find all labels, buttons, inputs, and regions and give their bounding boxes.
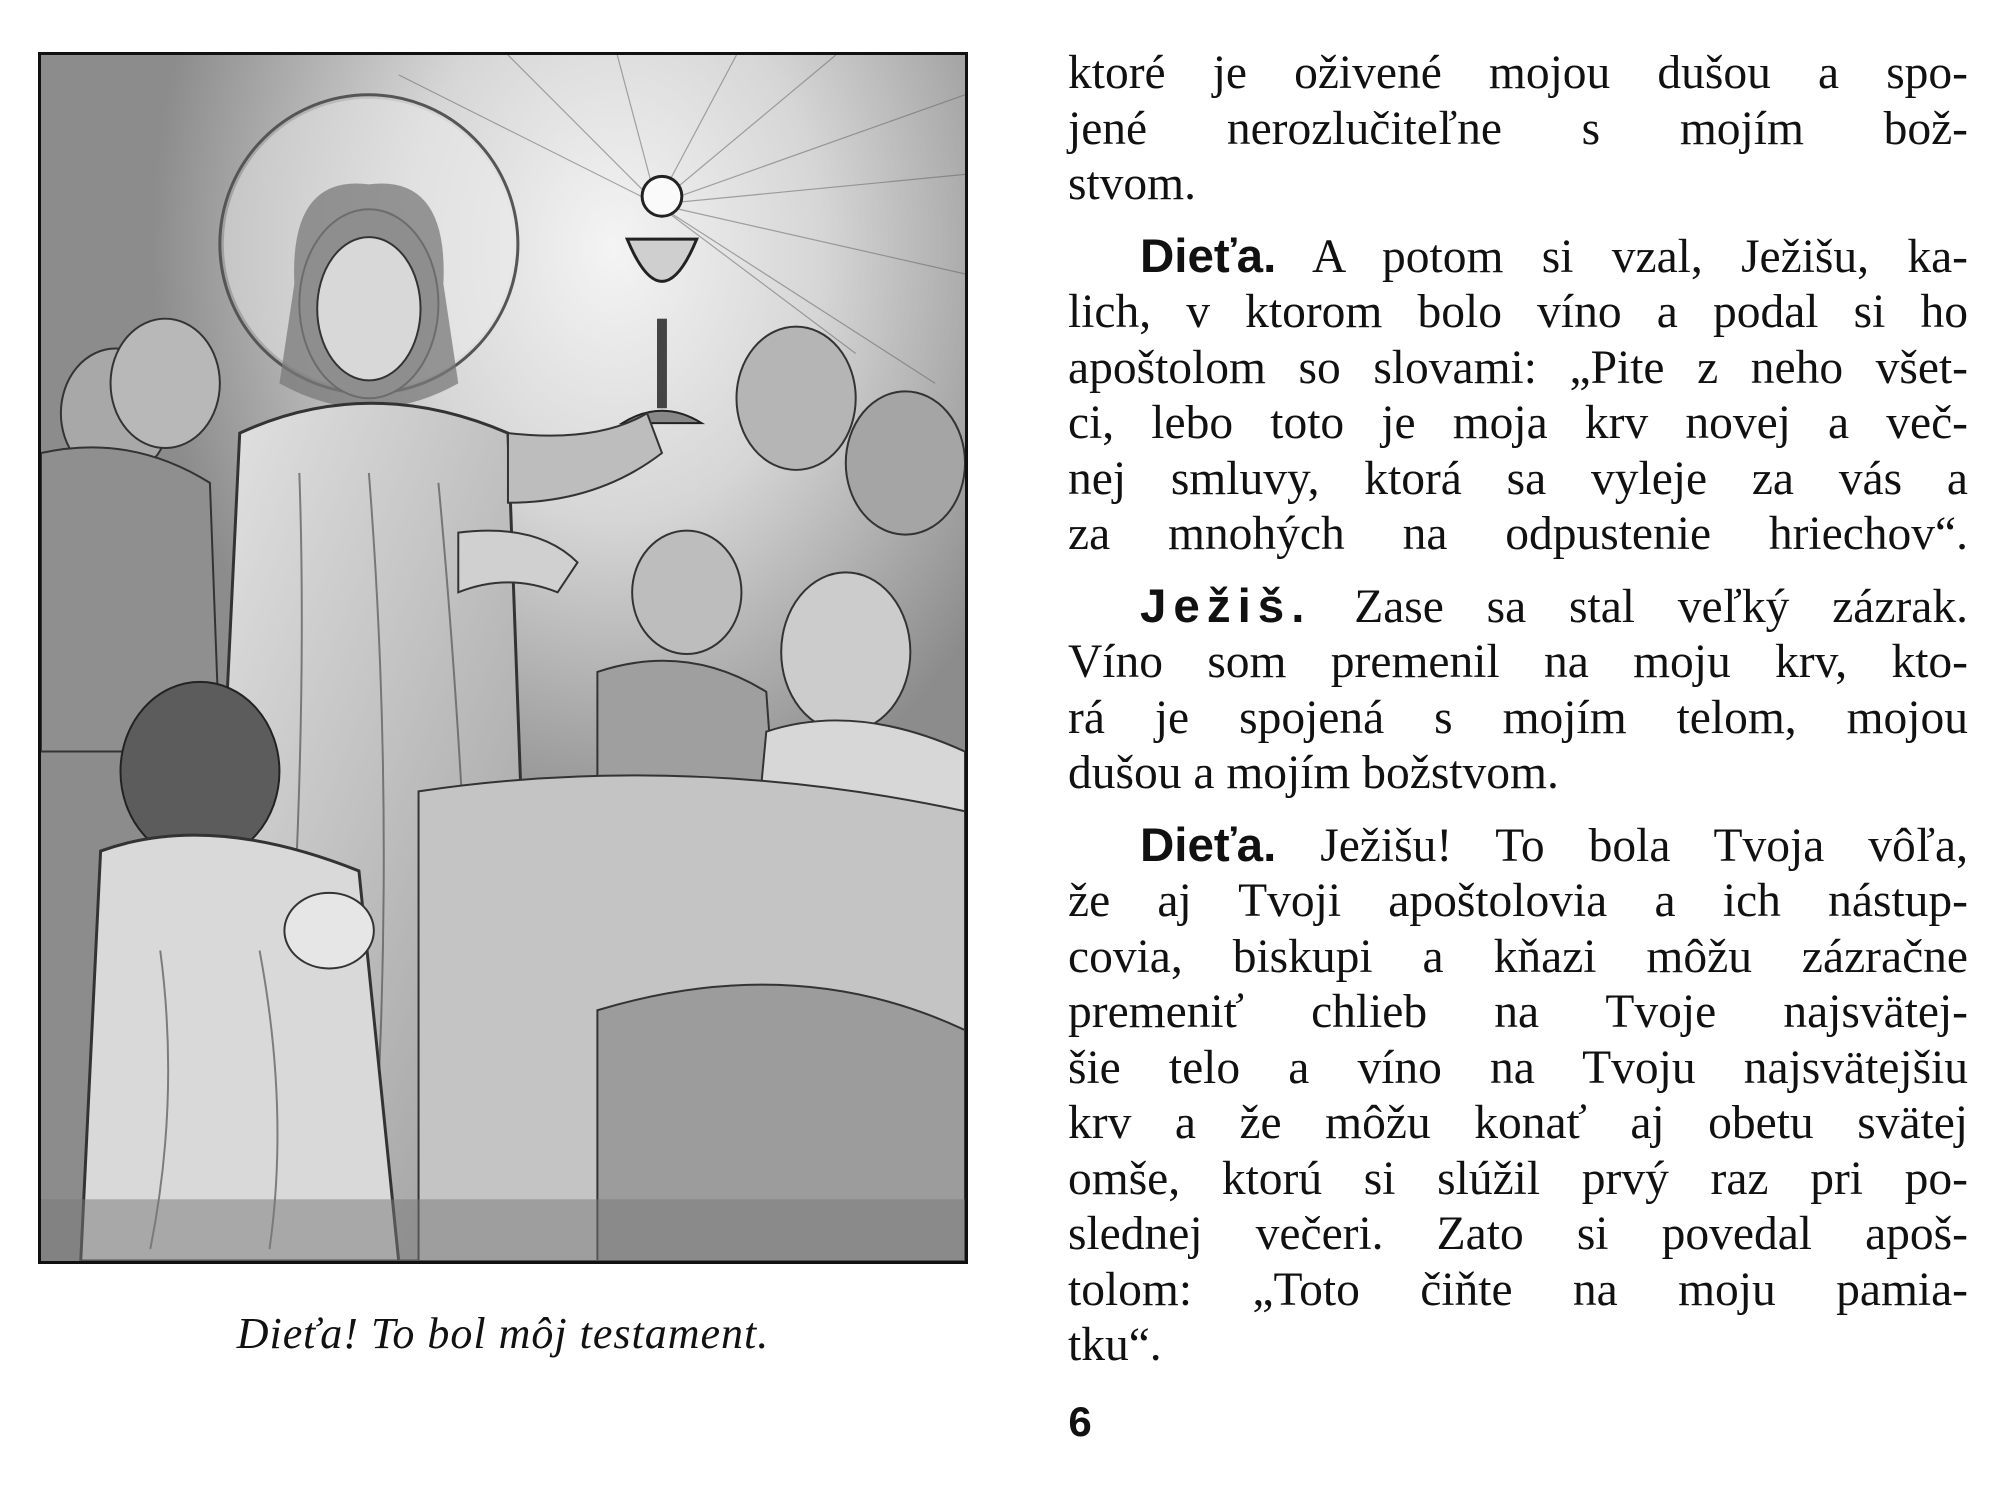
text-line: že aj Tvoji apoštolovia a ich nástup- (1068, 875, 1968, 927)
text-line: premeniť chlieb na Tvoje najsvätej- (1068, 986, 1968, 1038)
text-line-rest: A potom si vzal, Ježišu, ka- (1276, 230, 1968, 283)
text-line: krv a že môžu konať aj obetu svätej (1068, 1097, 1968, 1149)
text-line: tolom: „Toto čiňte na moju pamia- (1068, 1263, 1968, 1316)
text-line: ktoré je oživené mojou dušou a spo- (1068, 47, 1968, 99)
illustration-caption: Dieťa! To bol môj testament. (236, 1309, 770, 1358)
text-line: covia, biskupi a kňazi môžu zázračne (1068, 930, 1968, 983)
dialogue-text (1068, 46, 1968, 1390)
paragraph-4 (1068, 818, 1968, 1374)
illustration-drawing (41, 55, 965, 1261)
text-line: šie telo a víno na Tvoju najsvätejšiu (1068, 1041, 1968, 1094)
text-line: apoštolom so slovami: „Pite z neho všet- (1068, 341, 1968, 394)
text-line-rest: Zase sa stal veľký zázrak. (1311, 580, 1968, 633)
text-line: dušou a mojím božstvom. (1068, 747, 1559, 799)
table (419, 775, 965, 1261)
last-supper-illustration (38, 52, 968, 1264)
text-line: stvom. (1068, 158, 1197, 210)
text-line: Víno som premenil na moju krv, kto- (1068, 636, 1968, 688)
text-line: jené nerozlučiteľne s mojím bož- (1068, 102, 1968, 155)
paragraph-1 (1068, 46, 1968, 213)
text-line: za mnohých na odpustenie hriechov“. (1068, 508, 1968, 560)
page-number: 6 (1068, 1398, 1092, 1445)
speaker-label: Dieťa. (1140, 229, 1277, 283)
text-line-first (1068, 579, 1968, 636)
text-line: slednej večeri. Zato si povedal apoš- (1068, 1208, 1968, 1260)
text-line: tku“. (1068, 1319, 1162, 1371)
paragraph-3 (1068, 579, 1968, 802)
text-line: rá je spojená s mojím telom, mojou (1068, 691, 1968, 744)
text-line-rest: Ježišu! To bola Tvoja vôľa, (1276, 819, 1968, 872)
paragraph-2 (1068, 229, 1968, 563)
text-line: lich, v ktorom bolo víno a podal si ho (1068, 286, 1968, 338)
speaker-label: Dieťa. (1140, 818, 1277, 872)
text-line-first (1068, 818, 1968, 875)
host (642, 176, 682, 216)
text-line-first (1068, 229, 1968, 286)
text-line: ci, lebo toto je moja krv novej a več- (1068, 397, 1968, 449)
speaker-label: Ježiš. (1140, 579, 1312, 633)
text-line: nej smluvy, ktorá sa vyleje za vás a (1068, 452, 1968, 505)
text-line: omše, ktorú si slúžil prvý raz pri po- (1068, 1152, 1968, 1205)
